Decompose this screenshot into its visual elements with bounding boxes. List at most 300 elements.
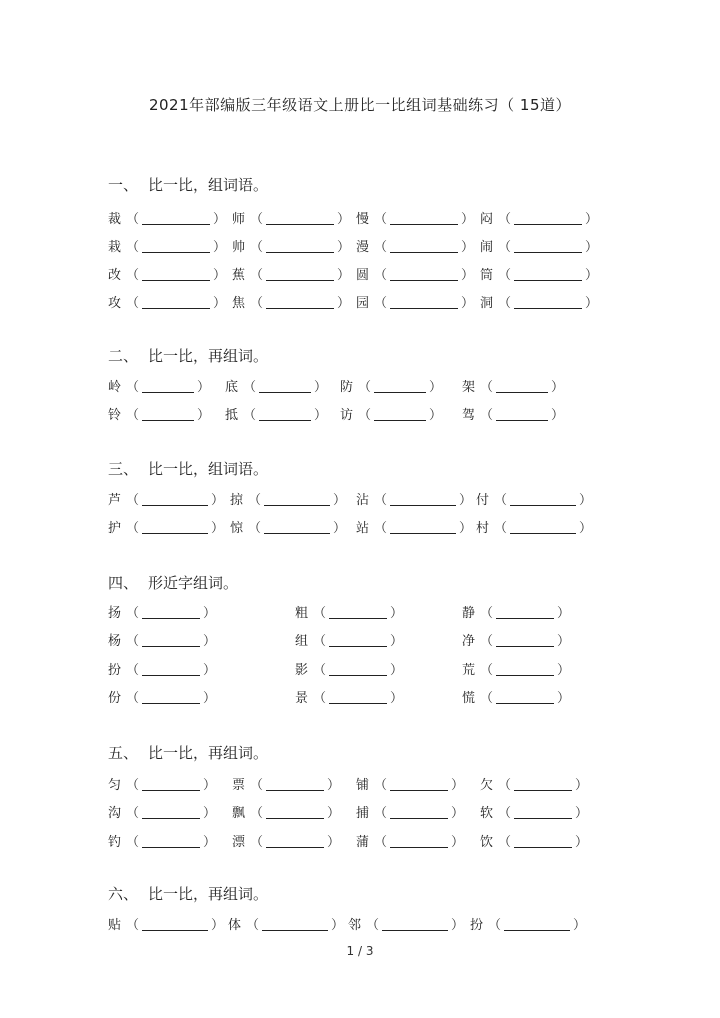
word-item (295, 687, 403, 706)
right-paren: ） (327, 806, 341, 821)
character: 扬 (108, 606, 122, 621)
character: 饮 (480, 835, 494, 850)
character: 师 (232, 212, 246, 227)
section-number: 一、 (108, 176, 139, 194)
left-paren: （ (248, 493, 262, 508)
right-paren: ） (333, 521, 347, 536)
word-row (0, 831, 720, 851)
answer-blank[interactable] (496, 663, 554, 676)
word-item (108, 236, 226, 255)
word-item (108, 208, 226, 227)
word-item (480, 208, 598, 227)
word-item (356, 208, 474, 227)
word-row (0, 802, 720, 822)
left-paren: （ (374, 296, 388, 311)
answer-blank[interactable] (142, 296, 210, 309)
answer-blank[interactable] (264, 521, 330, 534)
answer-blank[interactable] (259, 380, 311, 393)
left-paren: （ (126, 408, 140, 423)
left-paren: （ (126, 521, 140, 536)
character: 贴 (108, 918, 122, 933)
word-item (232, 236, 350, 255)
answer-blank[interactable] (329, 691, 387, 704)
character: 架 (462, 380, 476, 395)
answer-blank[interactable] (329, 606, 387, 619)
word-item (356, 774, 464, 793)
left-paren: （ (126, 634, 140, 649)
character: 抵 (225, 408, 239, 423)
left-paren: （ (498, 806, 512, 821)
answer-blank[interactable] (514, 268, 582, 281)
answer-blank[interactable] (514, 778, 572, 791)
word-item (462, 602, 570, 621)
word-row (0, 208, 720, 228)
right-paren: ） (211, 493, 225, 508)
word-item (108, 404, 210, 423)
answer-blank[interactable] (496, 380, 548, 393)
answer-blank[interactable] (142, 493, 208, 506)
character: 体 (228, 918, 242, 933)
right-paren: ） (451, 778, 465, 793)
left-paren: （ (250, 296, 264, 311)
left-paren: （ (126, 268, 140, 283)
character: 漂 (232, 835, 246, 850)
word-item (232, 802, 340, 821)
character: 蒲 (356, 835, 370, 850)
section-heading (108, 572, 238, 593)
left-paren: （ (374, 521, 388, 536)
left-paren: （ (498, 240, 512, 255)
left-paren: （ (126, 493, 140, 508)
right-paren: ） (461, 240, 475, 255)
character: 组 (295, 634, 309, 649)
word-item (108, 914, 224, 933)
answer-blank[interactable] (514, 296, 582, 309)
word-item (480, 802, 588, 821)
right-paren: ） (203, 778, 217, 793)
answer-blank[interactable] (264, 493, 330, 506)
left-paren: （ (126, 778, 140, 793)
left-paren: （ (313, 691, 327, 706)
character: 影 (295, 663, 309, 678)
word-item (480, 831, 588, 850)
right-paren: ） (203, 606, 217, 621)
character: 铃 (108, 408, 122, 423)
right-paren: ） (211, 521, 225, 536)
right-paren: ） (461, 212, 475, 227)
answer-blank[interactable] (142, 691, 200, 704)
answer-blank[interactable] (142, 521, 208, 534)
word-item (108, 774, 216, 793)
right-paren: ） (557, 663, 571, 678)
left-paren: （ (498, 268, 512, 283)
answer-blank[interactable] (390, 296, 458, 309)
right-paren: ） (579, 521, 593, 536)
answer-blank[interactable] (382, 918, 448, 931)
answer-blank[interactable] (390, 212, 458, 225)
word-item (348, 914, 464, 933)
left-paren: （ (488, 918, 502, 933)
answer-blank[interactable] (496, 634, 554, 647)
answer-blank[interactable] (142, 212, 210, 225)
word-item (462, 376, 564, 395)
character: 钓 (108, 835, 122, 850)
section-instruction: 比一比，再组词。 (148, 885, 269, 903)
answer-blank[interactable] (514, 806, 572, 819)
right-paren: ） (390, 663, 404, 678)
word-item (232, 292, 350, 311)
left-paren: （ (126, 663, 140, 678)
right-paren: ） (557, 691, 571, 706)
answer-blank[interactable] (390, 835, 448, 848)
left-paren: （ (498, 778, 512, 793)
answer-blank[interactable] (266, 212, 334, 225)
word-item (232, 264, 350, 283)
word-row (0, 687, 720, 707)
word-item (230, 489, 346, 508)
word-item (108, 264, 226, 283)
section-number: 六、 (108, 885, 139, 903)
word-item (356, 517, 472, 536)
word-item (356, 236, 474, 255)
right-paren: ） (314, 380, 328, 395)
left-paren: （ (358, 380, 372, 395)
character: 栽 (108, 240, 122, 255)
right-paren: ） (314, 408, 328, 423)
right-paren: ） (459, 493, 473, 508)
character: 驾 (462, 408, 476, 423)
section-number: 三、 (108, 460, 139, 478)
right-paren: ） (213, 296, 227, 311)
left-paren: （ (248, 521, 262, 536)
section-heading (108, 345, 268, 366)
answer-blank[interactable] (142, 408, 194, 421)
answer-blank[interactable] (496, 691, 554, 704)
word-item (225, 376, 327, 395)
answer-blank[interactable] (142, 634, 200, 647)
left-paren: （ (374, 493, 388, 508)
word-item (108, 687, 216, 706)
section-heading (108, 883, 268, 904)
answer-blank[interactable] (142, 380, 194, 393)
character: 惊 (230, 521, 244, 536)
character: 裁 (108, 212, 122, 227)
section-heading (108, 742, 268, 763)
character: 飘 (232, 806, 246, 821)
left-paren: （ (358, 408, 372, 423)
word-item (225, 404, 327, 423)
character: 沟 (108, 806, 122, 821)
right-paren: ） (337, 268, 351, 283)
left-paren: （ (250, 806, 264, 821)
character: 粗 (295, 606, 309, 621)
right-paren: ） (575, 778, 589, 793)
right-paren: ） (551, 408, 565, 423)
left-paren: （ (374, 778, 388, 793)
word-item (108, 376, 210, 395)
character: 捕 (356, 806, 370, 821)
character: 站 (356, 521, 370, 536)
left-paren: （ (126, 691, 140, 706)
answer-blank[interactable] (329, 634, 387, 647)
word-item (232, 208, 350, 227)
answer-blank[interactable] (510, 493, 576, 506)
left-paren: （ (126, 380, 140, 395)
answer-blank[interactable] (514, 212, 582, 225)
right-paren: ） (203, 634, 217, 649)
section-number: 四、 (108, 574, 139, 592)
right-paren: ） (575, 806, 589, 821)
answer-blank[interactable] (142, 835, 200, 848)
word-item (356, 831, 464, 850)
word-item (462, 659, 570, 678)
word-item (480, 292, 598, 311)
right-paren: ） (390, 634, 404, 649)
word-item (230, 517, 346, 536)
left-paren: （ (126, 835, 140, 850)
left-paren: （ (250, 778, 264, 793)
character: 芦 (108, 493, 122, 508)
character: 票 (232, 778, 246, 793)
word-item (476, 489, 592, 508)
word-item (108, 602, 216, 621)
character: 访 (340, 408, 354, 423)
answer-blank[interactable] (262, 918, 328, 931)
character: 付 (476, 493, 490, 508)
word-item (356, 264, 474, 283)
character: 慌 (462, 691, 476, 706)
left-paren: （ (126, 296, 140, 311)
word-row (0, 264, 720, 284)
right-paren: ） (203, 663, 217, 678)
answer-blank[interactable] (390, 268, 458, 281)
answer-blank[interactable] (266, 806, 324, 819)
left-paren: （ (126, 212, 140, 227)
character: 扮 (108, 663, 122, 678)
word-row (0, 659, 720, 679)
right-paren: ） (459, 521, 473, 536)
character: 景 (295, 691, 309, 706)
right-paren: ） (203, 806, 217, 821)
word-item (232, 831, 340, 850)
left-paren: （ (126, 606, 140, 621)
right-paren: ） (197, 380, 211, 395)
character: 蕉 (232, 268, 246, 283)
answer-blank[interactable] (390, 493, 456, 506)
character: 洞 (480, 296, 494, 311)
answer-blank[interactable] (514, 835, 572, 848)
left-paren: （ (494, 521, 508, 536)
answer-blank[interactable] (266, 268, 334, 281)
section-instruction: 比一比，组词语。 (148, 176, 269, 194)
character: 防 (340, 380, 354, 395)
word-item (480, 264, 598, 283)
left-paren: （ (250, 268, 264, 283)
section-number: 五、 (108, 744, 139, 762)
right-paren: ） (203, 691, 217, 706)
left-paren: （ (498, 835, 512, 850)
right-paren: ） (337, 296, 351, 311)
word-row (0, 376, 720, 396)
word-item (462, 630, 570, 649)
right-paren: ） (461, 268, 475, 283)
character: 底 (225, 380, 239, 395)
right-paren: ） (557, 606, 571, 621)
word-item (340, 404, 442, 423)
answer-blank[interactable] (390, 806, 448, 819)
answer-blank[interactable] (142, 268, 210, 281)
answer-blank[interactable] (390, 521, 456, 534)
left-paren: （ (480, 634, 494, 649)
left-paren: （ (243, 380, 257, 395)
word-item (108, 802, 216, 821)
right-paren: ） (213, 268, 227, 283)
character: 漫 (356, 240, 370, 255)
answer-blank[interactable] (514, 240, 582, 253)
right-paren: ） (213, 240, 227, 255)
page-title: 2021年部编版三年级语文上册比一比组词基础练习（ 15道） (148, 96, 572, 114)
section-heading (108, 458, 268, 479)
right-paren: ） (551, 380, 565, 395)
character: 杨 (108, 634, 122, 649)
word-row (0, 404, 720, 424)
character: 焦 (232, 296, 246, 311)
answer-blank[interactable] (142, 240, 210, 253)
left-paren: （ (126, 240, 140, 255)
word-item (108, 659, 216, 678)
word-item (480, 236, 598, 255)
right-paren: ） (429, 408, 443, 423)
answer-blank[interactable] (390, 240, 458, 253)
answer-blank[interactable] (496, 606, 554, 619)
right-paren: ） (331, 918, 345, 933)
left-paren: （ (374, 240, 388, 255)
word-item (476, 517, 592, 536)
character: 匀 (108, 778, 122, 793)
character: 帅 (232, 240, 246, 255)
left-paren: （ (480, 691, 494, 706)
section-instruction: 比一比，组词语。 (148, 460, 269, 478)
left-paren: （ (313, 634, 327, 649)
character: 村 (476, 521, 490, 536)
character: 软 (480, 806, 494, 821)
character: 铺 (356, 778, 370, 793)
right-paren: ） (451, 835, 465, 850)
answer-blank[interactable] (266, 240, 334, 253)
answer-blank[interactable] (266, 296, 334, 309)
word-item (295, 602, 403, 621)
right-paren: ） (197, 408, 211, 423)
character: 邻 (348, 918, 362, 933)
section-heading (108, 174, 268, 195)
answer-blank[interactable] (504, 918, 570, 931)
right-paren: ） (585, 240, 599, 255)
character: 沾 (356, 493, 370, 508)
answer-blank[interactable] (390, 778, 448, 791)
right-paren: ） (337, 240, 351, 255)
answer-blank[interactable] (510, 521, 576, 534)
character: 闷 (480, 212, 494, 227)
left-paren: （ (498, 212, 512, 227)
left-paren: （ (480, 408, 494, 423)
left-paren: （ (480, 380, 494, 395)
character: 园 (356, 296, 370, 311)
character: 欠 (480, 778, 494, 793)
word-item (462, 687, 570, 706)
answer-blank[interactable] (374, 408, 426, 421)
answer-blank[interactable] (142, 918, 208, 931)
answer-blank[interactable] (329, 663, 387, 676)
right-paren: ） (203, 835, 217, 850)
page-number: 1 / 3 (346, 944, 374, 958)
right-paren: ） (573, 918, 587, 933)
word-item (356, 292, 474, 311)
word-row (0, 602, 720, 622)
answer-blank[interactable] (496, 408, 548, 421)
left-paren: （ (374, 835, 388, 850)
left-paren: （ (126, 918, 140, 933)
character: 岭 (108, 380, 122, 395)
right-paren: ） (327, 835, 341, 850)
right-paren: ） (429, 380, 443, 395)
answer-blank[interactable] (142, 663, 200, 676)
right-paren: ） (575, 835, 589, 850)
character: 净 (462, 634, 476, 649)
character: 静 (462, 606, 476, 621)
right-paren: ） (327, 778, 341, 793)
character: 闹 (480, 240, 494, 255)
word-row (0, 914, 720, 934)
right-paren: ） (390, 691, 404, 706)
left-paren: （ (498, 296, 512, 311)
word-item (356, 802, 464, 821)
answer-blank[interactable] (266, 835, 324, 848)
word-item (340, 376, 442, 395)
character: 圆 (356, 268, 370, 283)
right-paren: ） (337, 212, 351, 227)
left-paren: （ (250, 835, 264, 850)
answer-blank[interactable] (142, 778, 200, 791)
right-paren: ） (461, 296, 475, 311)
left-paren: （ (126, 806, 140, 821)
answer-blank[interactable] (142, 806, 200, 819)
left-paren: （ (494, 493, 508, 508)
answer-blank[interactable] (259, 408, 311, 421)
character: 护 (108, 521, 122, 536)
answer-blank[interactable] (142, 606, 200, 619)
word-item (462, 404, 564, 423)
left-paren: （ (313, 663, 327, 678)
word-item (470, 914, 586, 933)
right-paren: ） (451, 918, 465, 933)
answer-blank[interactable] (266, 778, 324, 791)
section-instruction: 形近字组词。 (148, 574, 239, 592)
character: 攻 (108, 296, 122, 311)
left-paren: （ (250, 240, 264, 255)
word-row (0, 489, 720, 509)
right-paren: ） (585, 212, 599, 227)
word-item (108, 630, 216, 649)
right-paren: ） (333, 493, 347, 508)
right-paren: ） (557, 634, 571, 649)
answer-blank[interactable] (374, 380, 426, 393)
word-item (108, 517, 224, 536)
character: 筒 (480, 268, 494, 283)
word-item (295, 630, 403, 649)
section-instruction: 比一比，再组词。 (148, 744, 269, 762)
word-item (228, 914, 344, 933)
left-paren: （ (374, 212, 388, 227)
